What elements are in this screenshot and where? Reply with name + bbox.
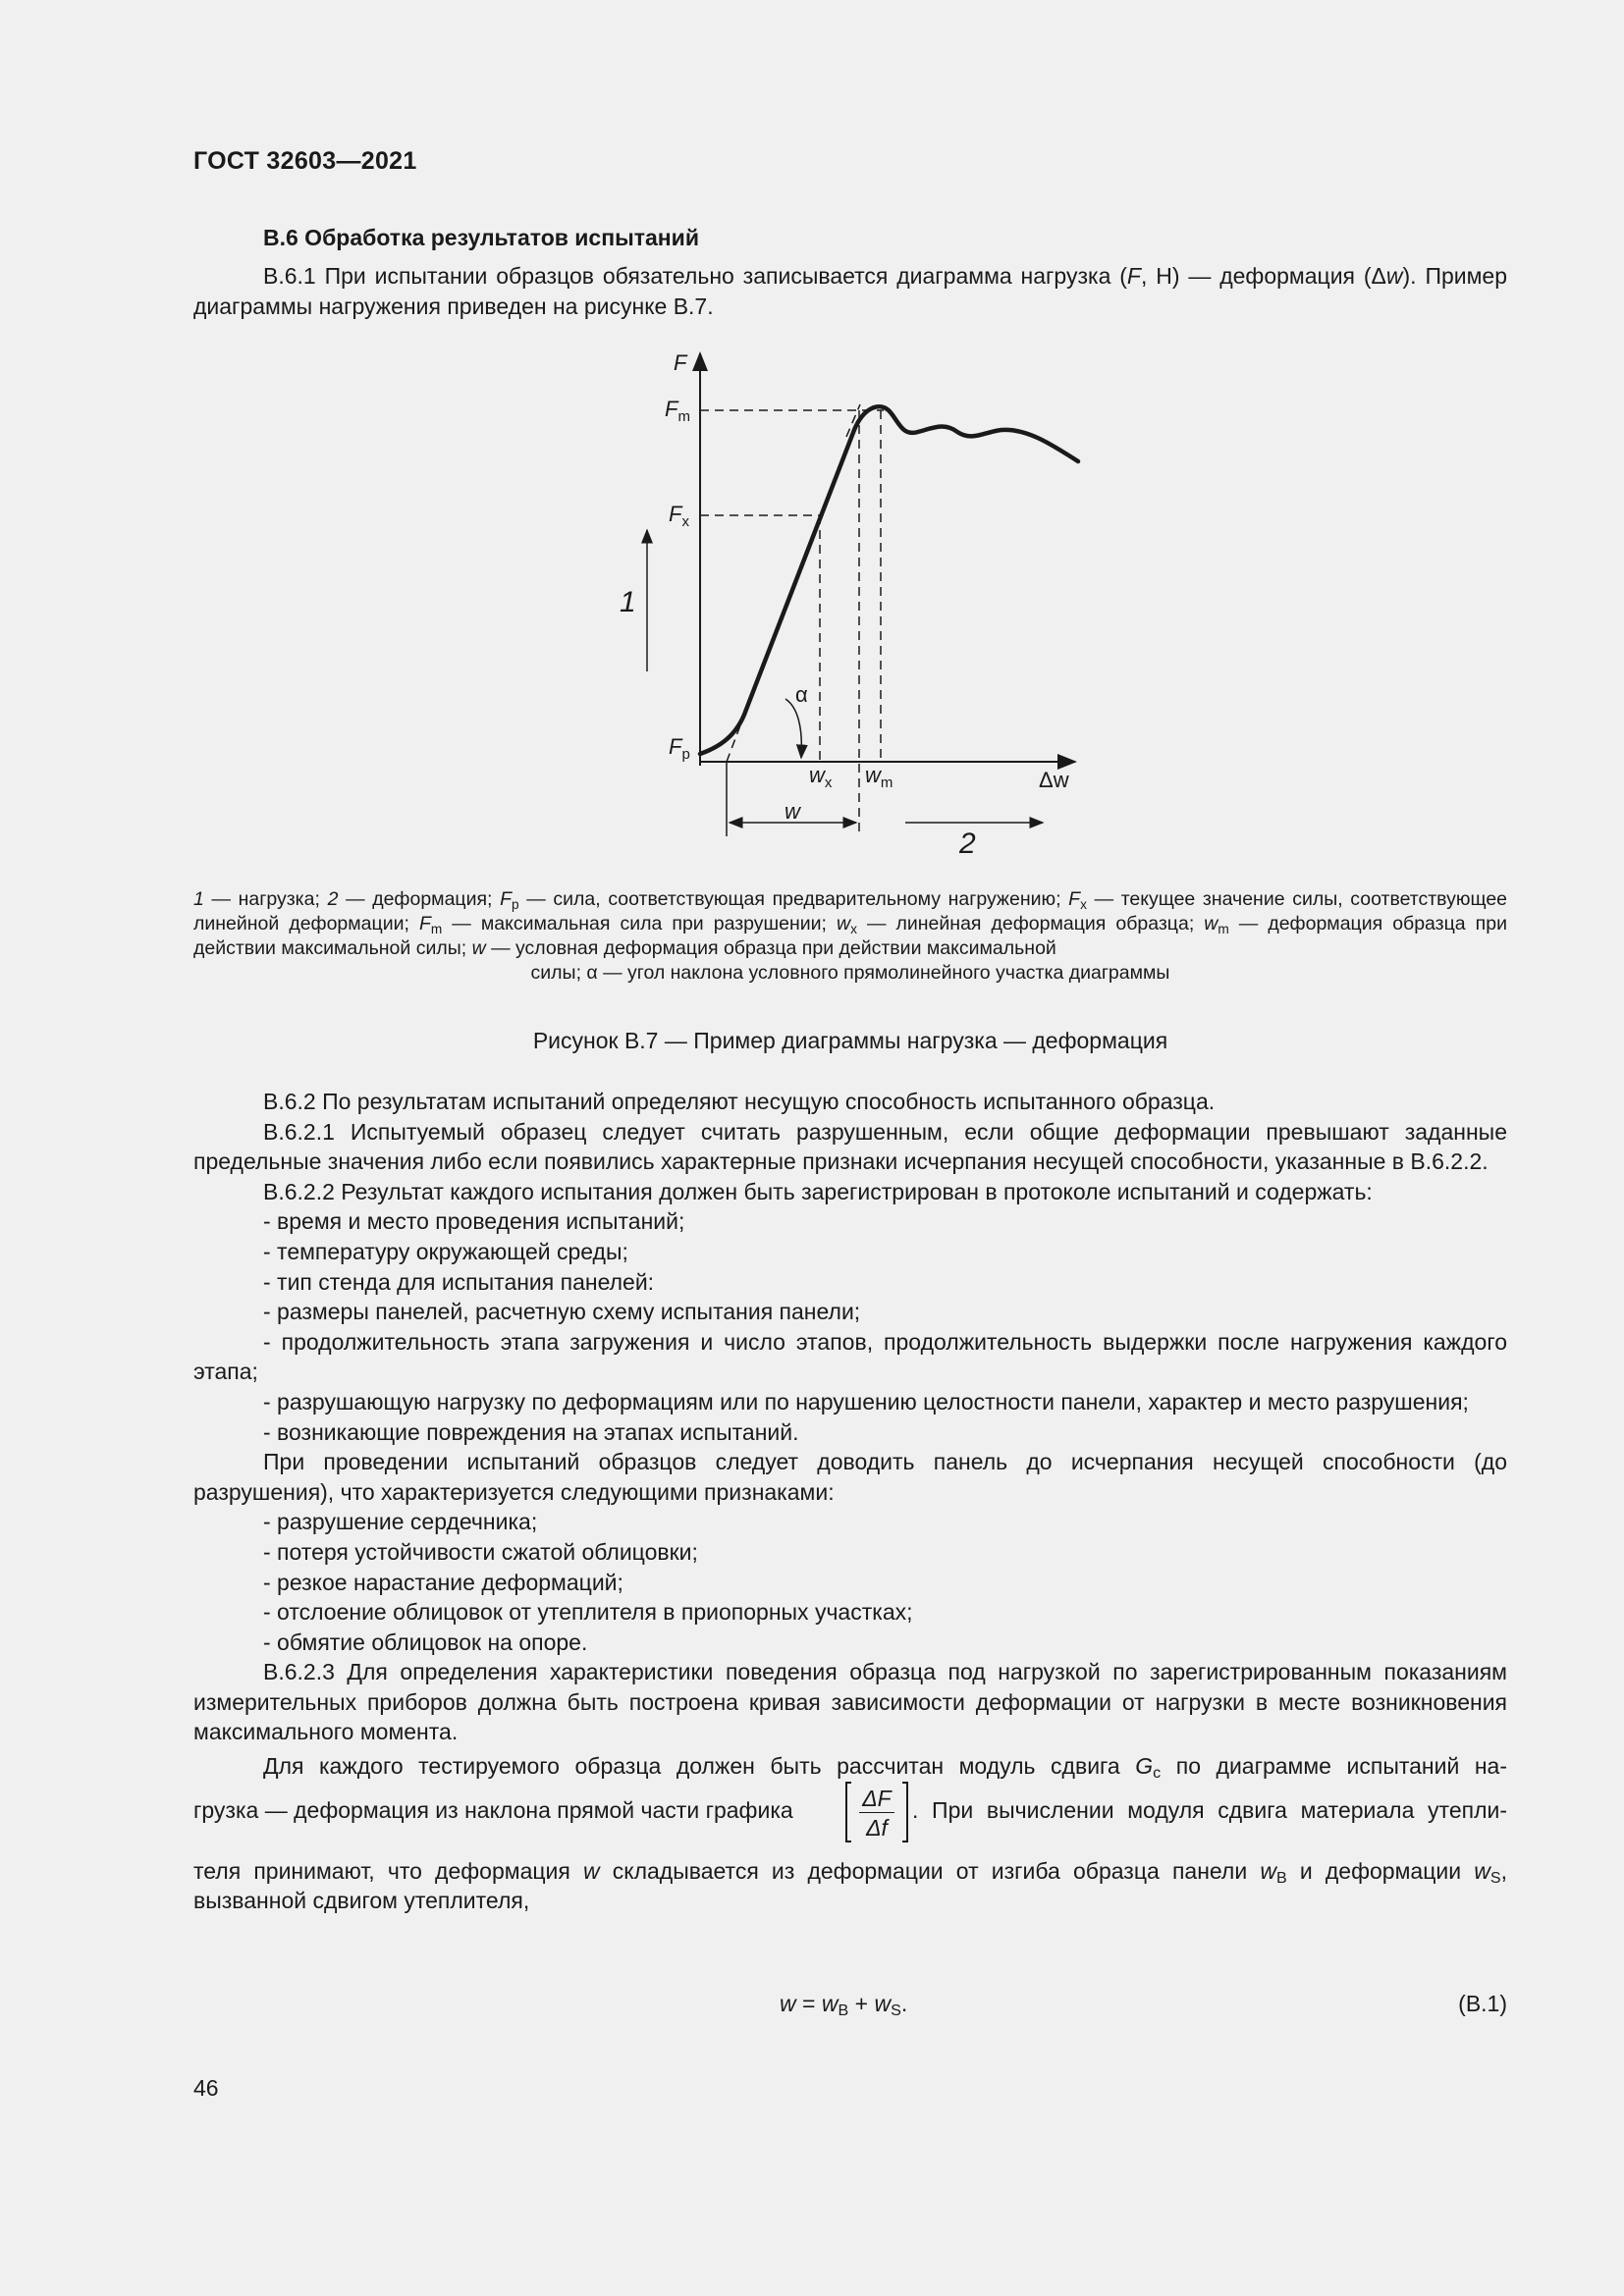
list-item: - разрушение сердечника; [263, 1509, 538, 1535]
svg-text:Fp: $F_p$ [669, 734, 690, 763]
paragraph: В.6.2.1 Испытуемый образец следует считать разрушенным, если общие деформации превышают заданные предельные значения либо если появились характерные признаки исчерпания несущей способности, указанные в В.6.2.2. [193, 1118, 1507, 1175]
svg-text:Δw: Δw [1039, 768, 1069, 792]
svg-text:1: 1 [620, 586, 636, 618]
svg-text:wm: $w_m$ [865, 763, 893, 791]
svg-text:Fm: $F_m$ [665, 397, 690, 425]
alpha-arc [785, 699, 801, 758]
load-curve [700, 406, 1078, 754]
document-header: ГОСТ 32603—2021 [193, 147, 417, 175]
list-item: - возникающие повреждения на этапах испытаний. [263, 1418, 799, 1445]
figure-legend: 1 — нагрузка; 2 — деформация; $F_p$ — сила, соответствующая предварительному нагружению; $F_x$ — текущее значение силы, соответствующее линейной деформации; $F_m$ — максимальная сила при разрушении; $w_x$ — линейная деформация образца; $w_m$ — деформация образца при действии максимальной силы; w — условная деформация образца при действии максимальной силы; α — угол наклона условного прямолинейного участка диаграммы [193, 888, 1508, 984]
body-text [193, 1087, 1507, 1916]
svg-text:Fx: $F_x$ [669, 502, 689, 530]
svg-text:wx: $w_x$ [809, 763, 833, 791]
list-item: - температуру окружающей среды; [263, 1238, 628, 1264]
slope-fraction: ΔF Δf [845, 1782, 908, 1842]
section-title: В.6 Обработка результатов испытаний [263, 225, 699, 250]
list-item: - тип стенда для испытания панелей: [263, 1268, 655, 1295]
list-item: - разрушающую нагрузку по деформациям или по нарушению целостности панели, характер и место разрушения; [263, 1388, 1469, 1415]
list-item: - обмятие облицовок на опоре. [263, 1629, 588, 1655]
paragraph: вызванной сдвигом утеплителя, [193, 1888, 530, 1914]
formula-number: (В.1) [1458, 1991, 1507, 2016]
paragraph: теля принимают, что деформация w складывается из деформации от изгиба образца панели $w_B$ и деформации $w_S$, [193, 1857, 1507, 1887]
list-item: - размеры панелей, расчетную схему испытания панели; [263, 1299, 861, 1325]
figure-caption: Рисунок В.7 — Пример диаграммы нагрузка — деформация [532, 1028, 1168, 1053]
svg-text:F: F [674, 350, 687, 375]
page-number: 46 [193, 2075, 219, 2101]
paragraph-b61: В.6.1 При испытании образцов обязательно записывается диаграмма нагрузка (F, Н) — деформация (Δw). Пример диаграммы нагружения приведен на рисунке В.7. [193, 263, 1508, 319]
fraction-line: грузка — деформация из наклона прямой части графика ΔF Δf . При вычислении модуля сдвига материала утепли- [193, 1782, 1507, 1842]
list-item: - резкое нарастание деформаций; [263, 1569, 623, 1595]
list-item: - время и место проведения испытаний; [263, 1208, 685, 1235]
paragraph: В.6.2 По результатам испытаний определяют несущую способность испытанного образца. [263, 1089, 1216, 1114]
svg-text:2: 2 [959, 828, 976, 860]
svg-text:α: α [795, 682, 808, 707]
svg-text:w: w [785, 799, 800, 824]
list-item: - потеря устойчивости сжатой облицовки; [263, 1538, 698, 1565]
paragraph: При проведении испытаний образцов следует доводить панель до исчерпания несущей способности (до разрушения), что характеризуется следующими признаками: [193, 1449, 1507, 1505]
paragraph: В.6.2.3 Для определения характеристики поведения образца под нагрузкой по зарегистрированным показаниям измерительных приборов должна быть построена кривая зависимости деформации от нагрузки в месте возникновения максимального момента. [193, 1659, 1507, 1745]
list-item: - отслоение облицовок от утеплителя в приопорных участках; [263, 1599, 913, 1626]
paragraph: В.6.2.2 Результат каждого испытания должен быть зарегистрирован в протоколе испытаний и содержать: [263, 1178, 1373, 1204]
load-deformation-diagram [599, 344, 1110, 864]
list-item: - продолжительность этапа загружения и число этапов, продолжительность выдержки после нагружения каждого этапа; [193, 1328, 1507, 1385]
paragraph: Для каждого тестируемого образца должен быть рассчитан модуль сдвига $G_c$ по диаграмме испытаний на- [263, 1753, 1507, 1783]
